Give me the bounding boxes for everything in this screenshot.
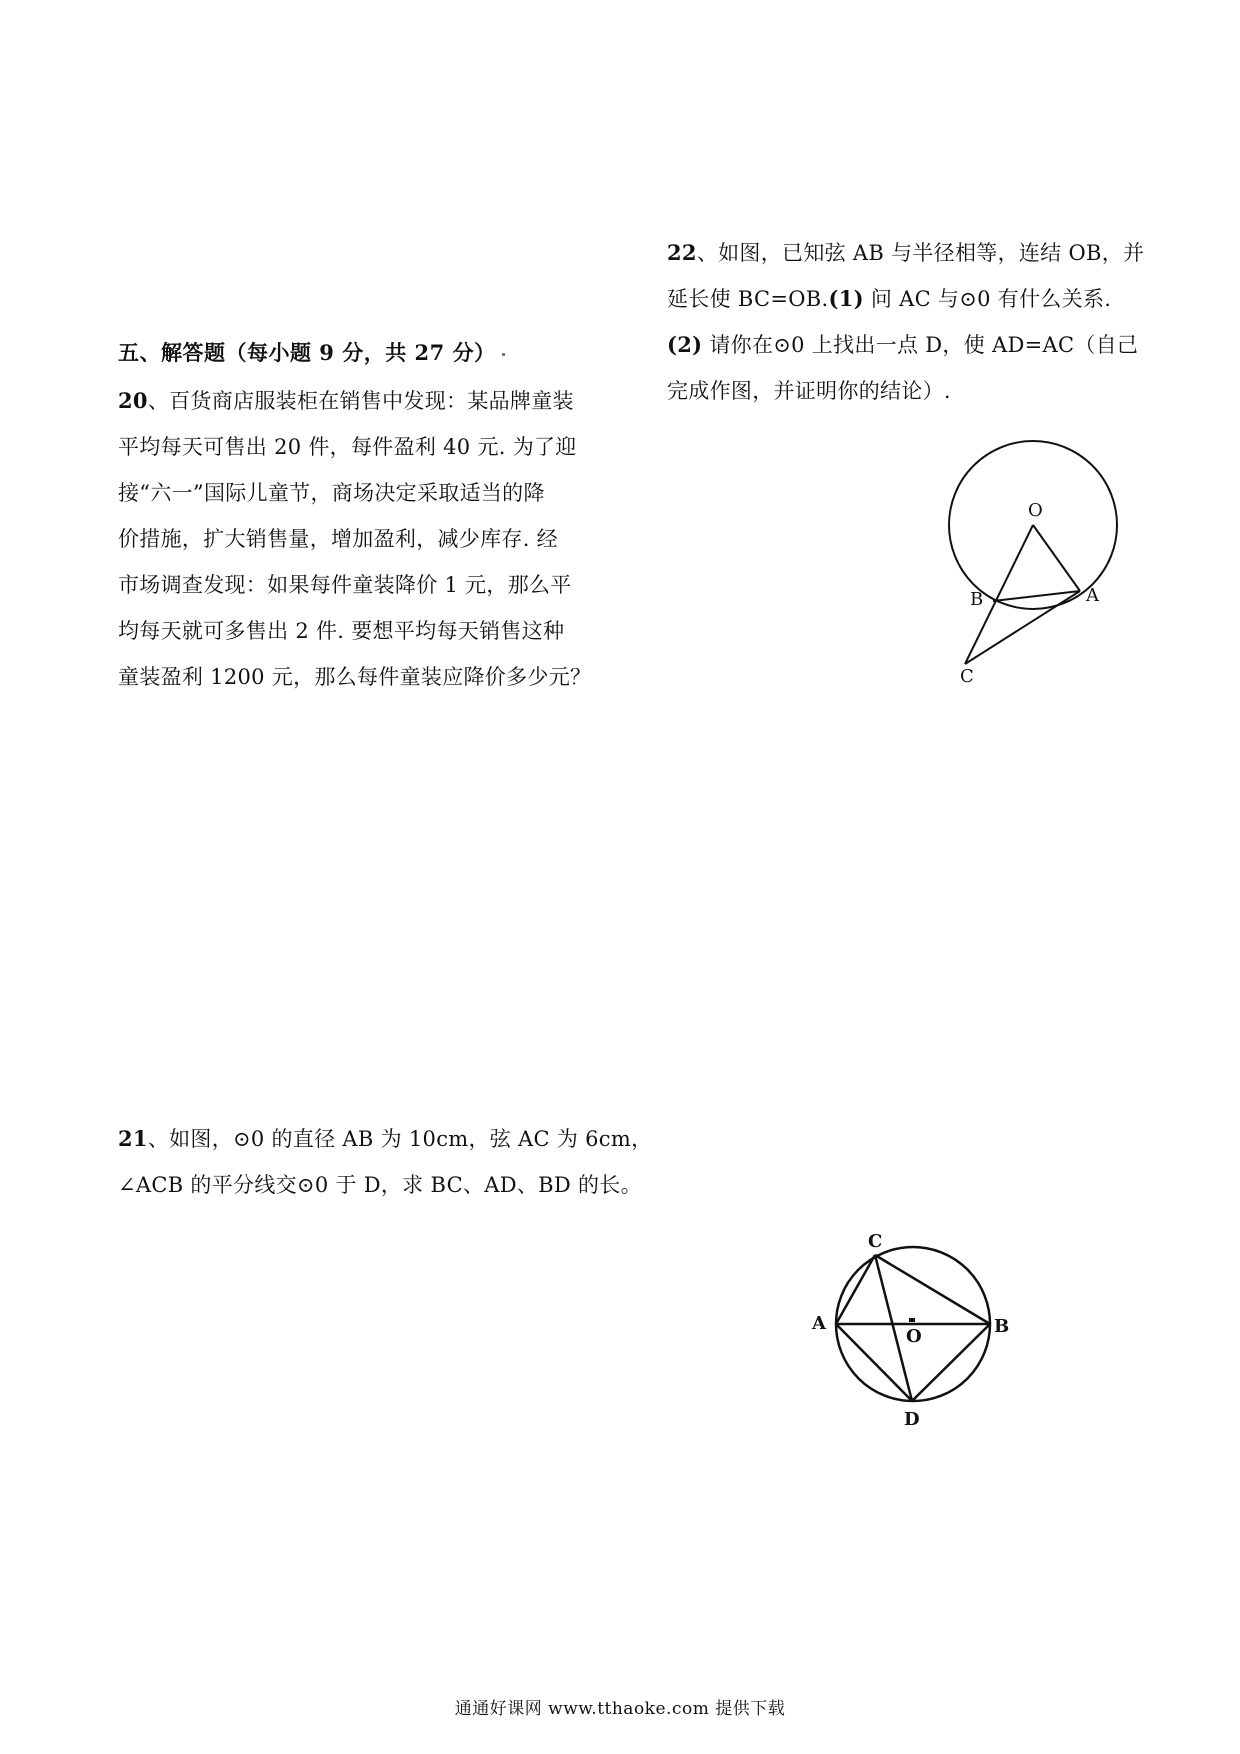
problem-21-figure [800, 1220, 1030, 1440]
label-b-2: B [994, 1316, 1010, 1337]
problem-20 [118, 378, 591, 700]
problem-22-figure [930, 440, 1130, 710]
problem-22-line-3 [667, 322, 1144, 368]
problem-20-number: 20 [118, 388, 148, 413]
problem-22-text-2a: 延长使 BC=OB. [667, 287, 829, 311]
problem-21-text-1: 、如图，⊙0 的直径 AB 为 10cm，弦 AC 为 6cm， [147, 1127, 653, 1151]
label-a-2: A [812, 1313, 826, 1334]
label-a: A [1086, 585, 1099, 606]
label-o: O [1028, 500, 1043, 521]
segment-oa [1033, 525, 1080, 591]
problem-22-number: 22 [667, 240, 697, 265]
stray-dot [502, 353, 505, 356]
label-c: C [960, 666, 974, 687]
problem-20-line-3: 接“六一”国际儿童节，商场决定采取适当的降 [118, 481, 545, 505]
problem-21-line-1 [118, 1116, 652, 1162]
problem-20-line-1 [118, 378, 591, 424]
footer: 通通好课网 www.tthaoke.com 提供下载 [454, 1699, 786, 1719]
problem-20-line-2: 平均每天可售出 20 件，每件盈利 40 元. 为了迎 [118, 435, 577, 459]
problem-20-text-1: 、百货商店服装柜在销售中发现：某品牌童装 [147, 389, 574, 413]
section-heading [118, 333, 505, 373]
section-title-text: 五、解答题（每小题 9 分，共 27 分） [118, 340, 496, 365]
problem-20-line-7: 童装盈利 1200 元，那么每件童装应降价多少元？ [118, 665, 592, 689]
part-1-marker: (1) [828, 286, 864, 311]
problem-21-line-2: ∠ACB 的平分线交⊙0 于 D，求 BC、AD、BD 的长。 [118, 1173, 642, 1197]
problem-22 [667, 230, 1144, 414]
problem-21-number: 21 [118, 1126, 148, 1151]
problem-22-line-4: 完成作图，并证明你的结论）. [667, 379, 951, 403]
center-dot [909, 1318, 915, 1322]
problem-20-line-4: 价措施，扩大销售量，增加盈利，减少库存. 经 [118, 527, 558, 551]
chord-cb [875, 1255, 990, 1324]
problem-20-line-5: 市场调查发现：如果每件童装降价 1 元，那么平 [118, 573, 572, 597]
chord-ac [836, 1255, 875, 1324]
problem-22-line-2 [667, 276, 1144, 322]
label-o-2: O [906, 1326, 922, 1347]
problem-22-line-1 [667, 230, 1144, 276]
problem-22-text-3: 请你在⊙0 上找出一点 D，使 AD=AC（自己 [702, 333, 1139, 357]
label-c-2: C [868, 1231, 883, 1252]
part-2-marker: (2) [667, 332, 703, 357]
problem-20-line-6: 均每天就可多售出 2 件. 要想平均每天销售这种 [118, 619, 565, 643]
problem-22-text-2b: 问 AC 与⊙0 有什么关系. [863, 287, 1112, 311]
problem-22-text-1: 、如图，已知弦 AB 与半径相等，连结 OB，并 [696, 241, 1145, 265]
label-b: B [970, 589, 984, 610]
label-d-2: D [904, 1409, 920, 1430]
problem-21 [118, 1116, 652, 1208]
